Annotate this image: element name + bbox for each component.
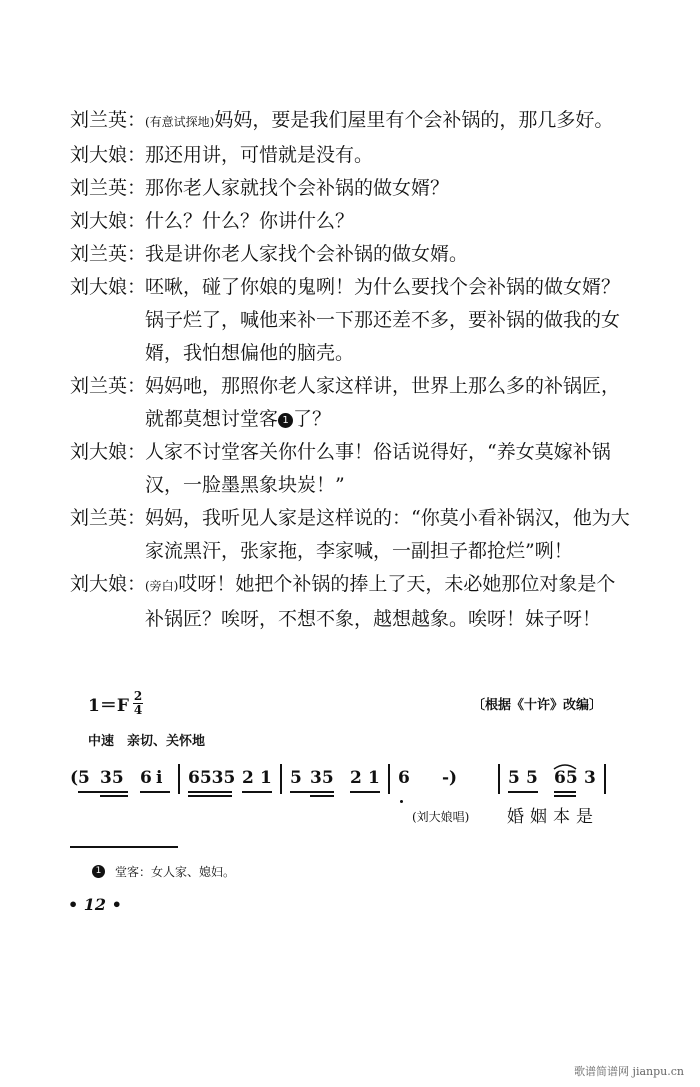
note: (5 — [70, 768, 90, 788]
speaker-name: 刘兰英： — [70, 375, 147, 397]
dialogue-line — [70, 502, 630, 568]
speaker-name: 刘大娘： — [70, 573, 147, 595]
time-numerator: 2 — [133, 689, 143, 703]
key-signature — [88, 690, 143, 717]
note: i — [156, 768, 163, 788]
dialogue-text: 什么？什么？你讲什么？ — [145, 210, 355, 232]
note: 35 — [310, 768, 334, 788]
dialogue-block — [70, 104, 630, 636]
speaker-name: 刘大娘： — [70, 210, 147, 232]
stage-direction: (旁白) — [145, 579, 179, 593]
note: 6 — [398, 768, 410, 788]
beam-line — [350, 791, 380, 793]
dialogue-text: 人家不讨堂客关你什么事！俗话说得好，“养女莫嫁补锅汉，一脸墨黑象块炭！” — [145, 441, 611, 496]
dialogue-line — [70, 104, 630, 139]
dialogue-line — [70, 172, 630, 205]
dialogue-line — [70, 238, 630, 271]
watermark: 歌谱简谱网 jianpu.cn — [574, 1065, 684, 1078]
footnote-marker: 1 — [92, 865, 105, 878]
note: 5 — [526, 768, 538, 788]
footnote — [92, 863, 235, 880]
speaker-name: 刘大娘： — [70, 144, 147, 166]
singer-label: (刘大娘唱) — [412, 810, 470, 824]
dialogue-text: 妈妈，要是我们屋里有个会补锅的，那几多好。 — [214, 109, 614, 131]
dialogue-line — [70, 370, 630, 436]
time-denominator: 4 — [133, 703, 143, 717]
beam-line — [310, 795, 334, 797]
beam-line — [188, 795, 232, 797]
beam-line — [554, 795, 576, 797]
beam-line — [290, 791, 334, 793]
page-number: • 12 • — [68, 895, 122, 914]
note: 5 — [508, 768, 520, 788]
beam-line — [78, 791, 128, 793]
bar-line — [604, 764, 606, 794]
speaker-name: 刘大娘： — [70, 276, 147, 298]
note: 1 — [260, 768, 272, 788]
note: 3 — [584, 768, 596, 788]
note: -) — [442, 768, 458, 788]
beam-line — [140, 791, 170, 793]
dialogue-text: 呸啾，碰了你娘的鬼咧！为什么要找个会补锅的做女婿？锅子烂了，喊他来补一下那还差不多，要补锅的做我的女婿，我怕想偏他的脑壳。 — [145, 276, 621, 364]
beam-line — [242, 791, 272, 793]
slur-mark — [552, 762, 578, 770]
speaker-name: 刘大娘： — [70, 441, 147, 463]
note: 5 — [290, 768, 302, 788]
dialogue-text: 那你老人家就找个会补锅的做女婿？ — [145, 177, 450, 199]
dialogue-text: 那还用讲，可惜就是没有。 — [145, 144, 374, 166]
speaker-name: 刘兰英： — [70, 507, 147, 529]
note: 2 — [242, 768, 254, 788]
dialogue-line — [70, 139, 630, 172]
tempo-marking: 中速 亲切、关怀地 — [88, 734, 206, 749]
speaker-name: 刘兰英： — [70, 109, 147, 131]
time-signature — [133, 690, 143, 717]
dialogue-line — [70, 436, 630, 502]
note: 65 — [554, 768, 578, 788]
beam-line — [554, 791, 576, 793]
dialogue-text: 妈妈，我听见人家是这样说的：“你莫小看补锅汉，他为大家流黑汗，张家拖，李家喊，一副担子都抢烂”咧！ — [145, 507, 630, 562]
bar-line — [178, 764, 180, 794]
bar-line — [498, 764, 500, 794]
beam-line — [100, 795, 128, 797]
note: 1 — [368, 768, 380, 788]
dialogue-line — [70, 205, 630, 238]
note: 6535 — [188, 768, 236, 788]
low-octave-dot — [400, 800, 403, 803]
speaker-name: 刘兰英： — [70, 243, 147, 265]
bar-line — [280, 764, 282, 794]
bar-line — [388, 764, 390, 794]
footnote-rule — [70, 846, 178, 848]
key-label: 1＝F — [88, 696, 129, 716]
note: 6 — [140, 768, 152, 788]
dialogue-line — [70, 271, 630, 370]
lyrics: 婚姻本是 — [507, 807, 599, 827]
source-note: 〔根据《十许》改编〕 — [471, 698, 602, 713]
speaker-name: 刘兰英： — [70, 177, 147, 199]
dialogue-text: 我是讲你老人家找个会补锅的做女婿。 — [145, 243, 469, 265]
dialogue-text: 妈妈吔，那照你老人家这样讲，世界上那么多的补锅匠，就都莫想讨堂客 — [145, 375, 621, 430]
footnote-text: 堂客：女人家、媳妇。 — [115, 865, 236, 879]
beam-line — [508, 791, 538, 793]
note: 2 — [350, 768, 362, 788]
dialogue-text: 哎呀！她把个补锅的捧上了天，未必她那位对象是个补锅匠？唉呀，不想不象，越想越象。唉呀！妹子呀！ — [145, 573, 616, 630]
dialogue-text-after: 了？ — [293, 408, 332, 430]
dialogue-line — [70, 568, 630, 636]
footnote-marker: 1 — [278, 413, 293, 428]
note: 35 — [100, 768, 124, 788]
beam-line — [188, 791, 232, 793]
stage-direction: (有意试探地) — [145, 115, 215, 129]
